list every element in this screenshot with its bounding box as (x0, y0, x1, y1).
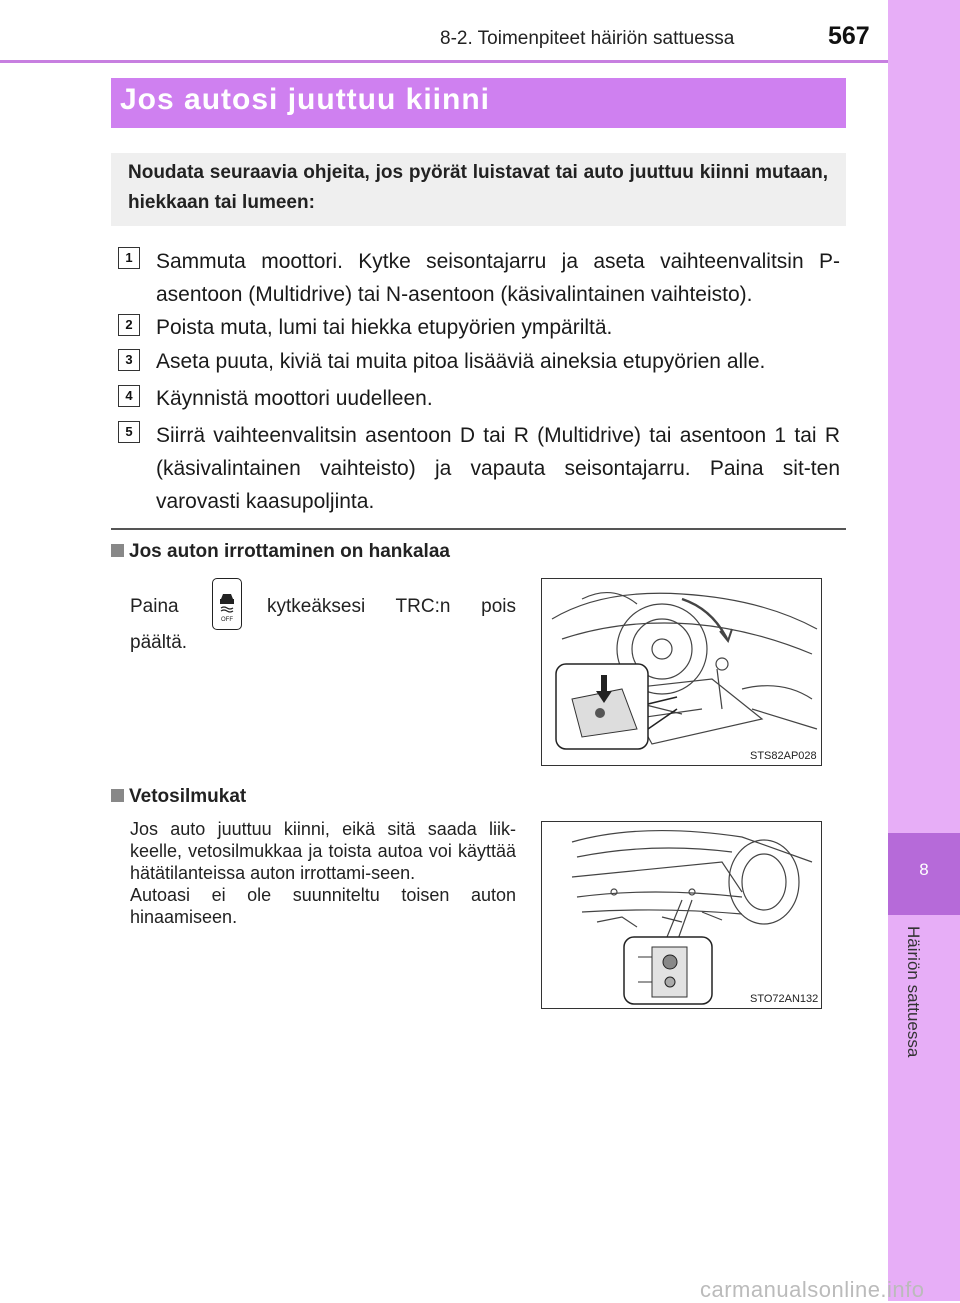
square-bullet-icon (111, 544, 124, 557)
step-text-1: Sammuta moottori. Kytke seisontajarru ja aseta vaihteenvalitsin P-asentoon (Multidrive) tai N-asentoon (käsivalintainen vaihteisto). (156, 250, 840, 306)
step-badge-3: 3 (118, 349, 140, 371)
trc-illustration (541, 578, 822, 766)
section-tow-heading (111, 786, 246, 808)
step-text-5: Siirrä vaihteenvalitsin asentoon D tai R (Multidrive) tai asentoon 1 tai R (käsivalintainen vaihteisto) ja vapauta seisontajarru. Paina sit-ten varovasti kaasupoljinta. (156, 424, 840, 513)
header-section-title: 8-2. Toimenpiteet häiriön sattuessa (440, 28, 735, 49)
step-badge-2: 2 (118, 314, 140, 336)
trc-off-label: OFF (221, 617, 233, 623)
trc-off-button-icon (212, 578, 242, 630)
tow-image-code: STO72AN132 (750, 993, 819, 1005)
trc-off-car-icon (213, 579, 241, 629)
trc-text-after: kytkeäksesi TRC:n pois (267, 596, 516, 617)
main-title: Jos autosi juuttuu kiinni (120, 83, 490, 116)
trc-text-line2: päältä. (130, 632, 188, 653)
step-badge-1: 1 (118, 247, 140, 269)
section-rule (111, 528, 846, 530)
tow-illustration (541, 821, 822, 1009)
step-text-3: Aseta puuta, kiviä tai muita pitoa lisääviä aineksia etupyörien alle. (156, 350, 766, 373)
chapter-title: Häiriön sattuessa (904, 926, 923, 1058)
towing-eye-illustration (542, 822, 821, 1008)
step-badge-5: 5 (118, 421, 140, 443)
section-trc-heading (111, 541, 450, 563)
chapter-number: 8 (919, 860, 929, 879)
intro-text: Noudata seuraavia ohjeita, jos pyörät luistavat tai auto juuttuu kiinni mutaan, hiekkaan tai lumeen: (128, 162, 828, 213)
dashboard-illustration (542, 579, 821, 765)
trc-image-code: STS82AP028 (750, 750, 817, 762)
tow-text: Jos auto juuttuu kiinni, eikä sitä saada liik-keelle, vetosilmukkaa ja toista autoa voi käyttää hätätilanteissa auton irrottami-seen. Autoasi ei ole suunniteltu toisen auton hinaamiseen. (130, 819, 516, 927)
square-bullet-icon (111, 789, 124, 802)
step-text-2: Poista muta, lumi tai hiekka etupyörien ympäriltä. (156, 316, 613, 339)
section-tow-title: Vetosilmukat (129, 786, 247, 807)
footer-watermark: carmanualsonline.info (700, 1277, 925, 1302)
page-number: 567 (828, 22, 870, 50)
section-trc-title: Jos auton irrottaminen on hankalaa (129, 541, 450, 562)
step-text-4: Käynnistä moottori uudelleen. (156, 387, 433, 410)
step-badge-4: 4 (118, 385, 140, 407)
trc-text-before: Paina (130, 596, 179, 617)
chapter-side-tab (888, 0, 960, 1301)
header-rule (0, 60, 888, 63)
